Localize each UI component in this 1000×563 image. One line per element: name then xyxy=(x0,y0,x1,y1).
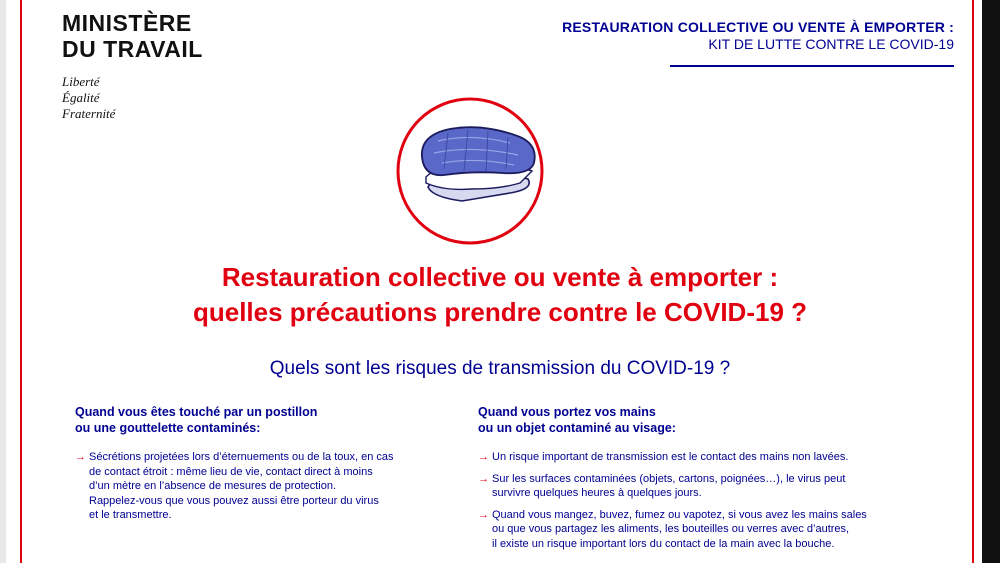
bullet-line: Quand vous mangez, buvez, fumez ou vapotez, si vous avez les mains sales xyxy=(492,508,867,521)
bullet-line: survivre quelques heures à quelques jours. xyxy=(492,487,702,499)
main-title xyxy=(60,260,940,330)
list-item xyxy=(478,508,938,552)
header-title: RESTAURATION COLLECTIVE OU VENTE À EMPORTER : xyxy=(562,19,954,35)
ministry-logo xyxy=(62,10,203,122)
bullet-line: ou que vous partagez les aliments, les bouteilles ou verres avec d’autres, xyxy=(492,523,850,535)
list-item xyxy=(478,450,938,465)
right-column xyxy=(478,404,938,558)
bullet-line: d’un mètre en l’absence de mesures de protection. xyxy=(89,480,337,492)
list-item xyxy=(478,472,938,501)
sandwich-icon xyxy=(392,97,550,245)
bullet-line: Rappelez-vous que vous pouvez aussi être porteur du virus xyxy=(89,494,379,507)
header-rule xyxy=(670,65,954,67)
bullet-line: Sécrétions projetées lors d’éternuements ou de la toux, en cas xyxy=(89,451,394,463)
bullet-line: Un risque important de transmission est le contact des mains non lavées. xyxy=(492,451,849,463)
logo-motto xyxy=(62,74,203,122)
logo-line1: MINISTÈRE xyxy=(62,10,192,36)
bullet-line: il existe un risque important lors du contact de la main avec la bouche. xyxy=(492,537,835,550)
arrow-right-icon: → xyxy=(478,472,489,485)
bullet-line: de contact étroit : même lieu de vie, contact direct à moins xyxy=(89,465,373,478)
motto-egalite: Égalité xyxy=(62,90,100,105)
motto-liberte: Liberté xyxy=(62,74,100,89)
bullet-line: Sur les surfaces contaminées (objets, cartons, poignées…), le virus peut xyxy=(492,472,846,485)
right-heading-line2: ou un objet contaminé au visage: xyxy=(478,421,676,435)
bullet-line: et le transmettre. xyxy=(89,509,172,521)
left-heading-line2: ou une gouttelette contaminés: xyxy=(75,421,261,435)
motto-fraternite: Fraternité xyxy=(62,106,116,121)
left-column-heading xyxy=(75,404,435,436)
logo-line2: DU TRAVAIL xyxy=(62,36,203,62)
right-red-border xyxy=(972,0,974,563)
left-red-border xyxy=(20,0,22,563)
right-frame-edge xyxy=(982,0,1000,563)
right-column-heading xyxy=(478,404,938,436)
arrow-right-icon: → xyxy=(478,451,489,463)
list-item xyxy=(75,450,435,523)
arrow-right-icon: → xyxy=(75,451,86,463)
right-heading-line1: Quand vous portez vos mains xyxy=(478,405,656,419)
left-frame-edge xyxy=(0,0,6,563)
document-header xyxy=(494,19,954,53)
header-subtitle: KIT DE LUTTE CONTRE LE COVID-19 xyxy=(708,36,954,52)
main-title-line2: quelles précautions prendre contre le COVID-19 ? xyxy=(192,297,808,327)
main-title-line1: Restauration collective ou vente à emporter : xyxy=(221,262,779,292)
left-heading-line1: Quand vous êtes touché par un postillon xyxy=(75,405,318,419)
section-subtitle: Quels sont les risques de transmission du COVID-19 ? xyxy=(269,358,731,379)
left-column xyxy=(75,404,435,530)
arrow-right-icon: → xyxy=(478,508,489,521)
